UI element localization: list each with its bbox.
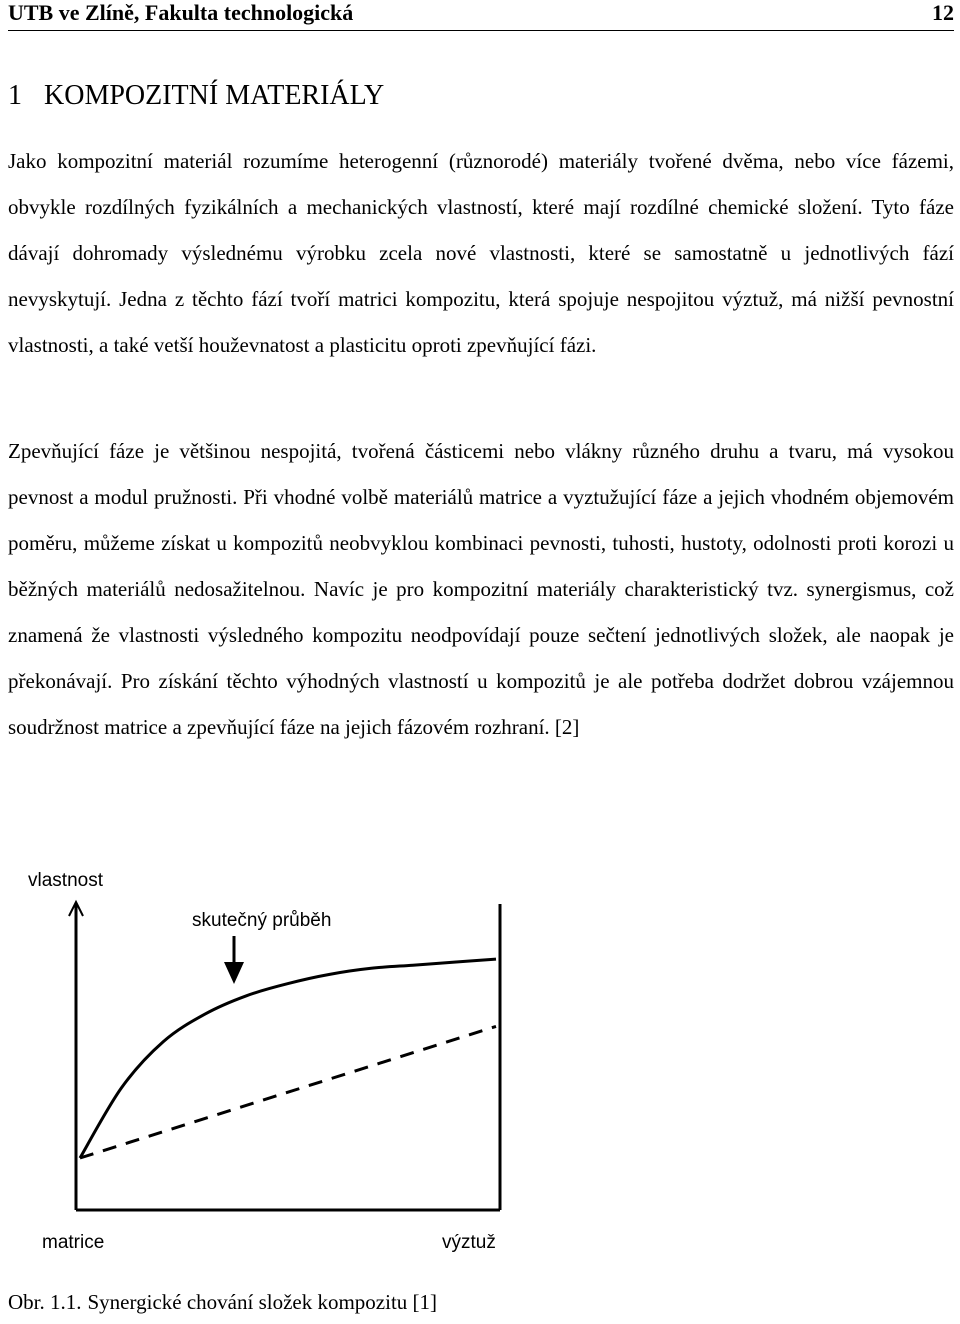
header-page-number: 12	[932, 0, 954, 25]
series-layer	[80, 959, 496, 1158]
chapter-number: 1	[8, 80, 22, 111]
figure	[0, 860, 960, 1270]
annotation-label: skutečný průběh	[192, 910, 332, 931]
chapter-title: KOMPOZITNÍ MATERIÁLY	[44, 80, 385, 111]
chapter-heading	[8, 80, 384, 112]
figure-caption	[8, 1290, 437, 1315]
series-line-linear	[80, 1026, 496, 1158]
paragraph: Jako kompozitní materiál rozumíme heterogenní (různorodé) materiály tvořené dvěma, nebo více fázemi, obvykle rozdílných fyzikálních a mechanických vlastností, které mají rozdílné chemické složení. Tyto fáze dávají dohromady výslednému výrobku zcela nové vlastnosti, které se samostatně u jednotlivých fází nevyskytují. Jedna z těchto fází tvoří matrici kompozitu, která spojuje nespojitou výztuž, má nižší pevnostní vlastnosti, a také vetší houževnatost a plasticitu oproti zpevňující fázi.	[8, 149, 954, 357]
annotation-arrow-head	[224, 962, 244, 984]
x-label-vyztuz: výztuž	[442, 1232, 496, 1253]
header-institution: UTB ve Zlíně, Fakulta technologická	[8, 0, 354, 25]
paragraph: Zpevňující fáze je většinou nespojitá, tvořená částicemi nebo vlákny různého druhu a tvaru, má vysokou pevnost a modul pružnosti. Při vhodné volbě materiálů matrice a vyztužující fáze a jejich vhodném objemovém poměru, můžeme získat u kompozitů neobvyklou kombinaci pevnosti, tuhosti, hustoty, odolnosti proti korozi u běžných materiálů nedosažitelnou. Navíc je pro kompozitní materiály charakteristický tvz. synergismus, což znamená že vlastnosti výsledného kompozitu neodpovídají pouze sečtení jednotlivých složek, ale naopak je překonávají. Pro získání těchto výhodných vlastností u kompozitů je ale potřeba dodržet dobrou vzájemnou soudržnost matrice a zpevňující fáze na jejich fázovém rozhraní. [2]	[8, 439, 954, 739]
series-line-actual	[80, 959, 496, 1158]
y-axis-label: vlastnost	[28, 870, 103, 891]
page-header	[8, 0, 954, 31]
synergy-chart	[0, 860, 960, 1270]
caption-text: Synergické chování složek kompozitu [1]	[87, 1290, 438, 1314]
x-label-matrice: matrice	[42, 1232, 105, 1253]
caption-number: Obr. 1.1.	[8, 1290, 82, 1314]
